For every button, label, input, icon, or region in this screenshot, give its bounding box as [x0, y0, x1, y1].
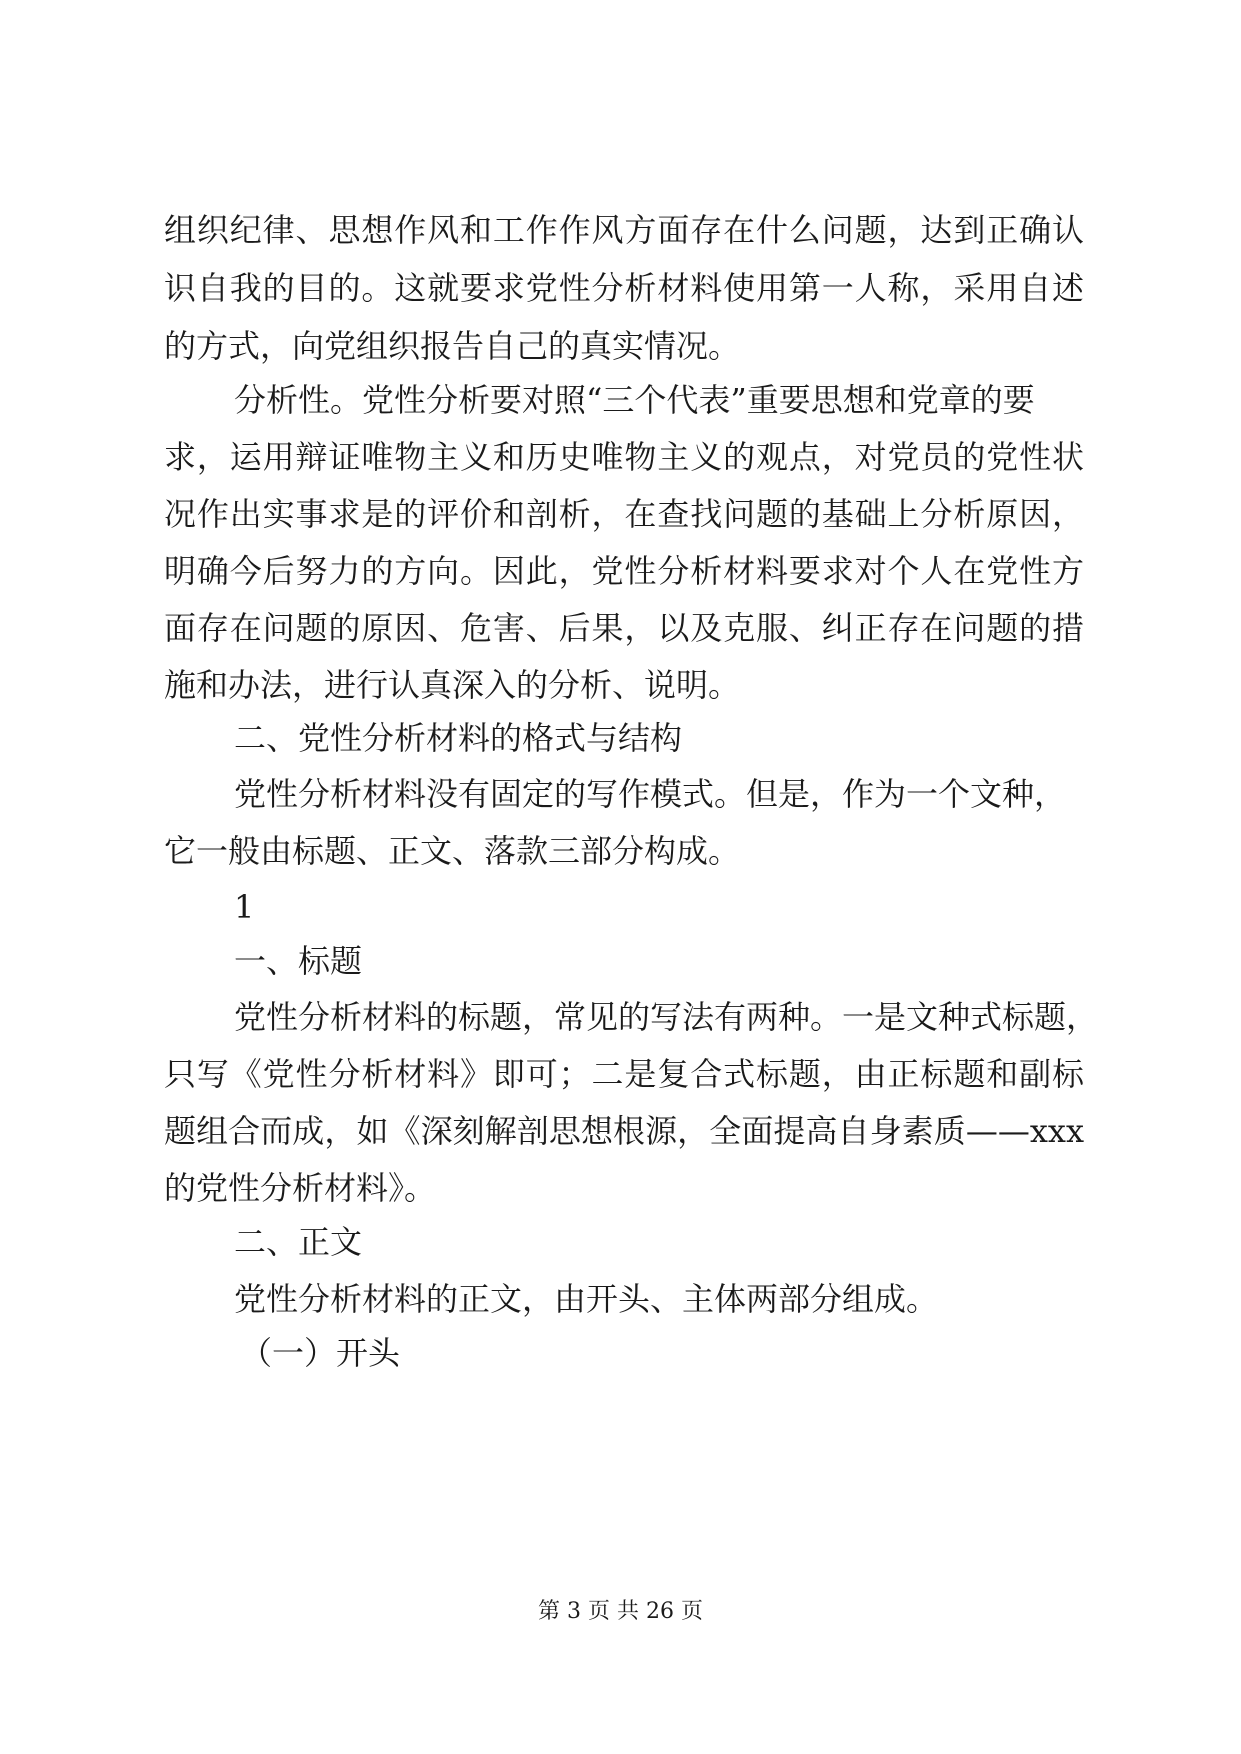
paragraph-2-line-1: 分析性。党性分析要对照“三个代表”重要思想和党章的要 [234, 381, 1035, 419]
paragraph-2-line-4: 明确今后努力的方向。因此，党性分析材料要求对个人在党性方 [164, 552, 1084, 590]
paragraph-1-line-2: 识自我的目的。这就要求党性分析材料使用第一人称，采用自述 [164, 269, 1084, 307]
heading-format-structure: 二、党性分析材料的格式与结构 [234, 719, 683, 757]
paragraph-4-line-4: 的党性分析材料》。 [164, 1169, 437, 1207]
paragraph-2-line-5: 面存在问题的原因、危害、后果，以及克服、纠正存在问题的措 [164, 609, 1084, 647]
paragraph-2-line-3: 况作出实事求是的评价和剖析，在查找问题的基础上分析原因， [164, 495, 1084, 533]
paragraph-4-line-2: 只写《党性分析材料》即可；二是复合式标题，由正标题和副标 [164, 1055, 1084, 1093]
paragraph-2-line-6: 施和办法，进行认真深入的分析、说明。 [164, 666, 741, 704]
paragraph-1-line-1: 组织纪律、思想作风和工作作风方面存在什么问题，达到正确认 [164, 211, 1084, 249]
paragraph-1-line-3: 的方式，向党组织报告自己的真实情况。 [164, 327, 741, 365]
page-footer: 第 3 页 共 26 页 [538, 1599, 703, 1624]
paragraph-4-line-3: 题组合而成，如《深刻解剖思想根源，全面提高自身素质——xxx [164, 1112, 1084, 1150]
heading-body: 二、正文 [234, 1223, 363, 1261]
paragraph-3-line-1: 党性分析材料没有固定的写作模式。但是，作为一个文种， [234, 775, 1067, 813]
page-marker: 1 [234, 888, 255, 926]
paragraph-3-line-2: 它一般由标题、正文、落款三部分构成。 [164, 832, 741, 870]
paragraph-4-line-1: 党性分析材料的标题，常见的写法有两种。一是文种式标题， [234, 998, 1099, 1036]
heading-title: 一、标题 [234, 942, 363, 980]
paragraph-5: 党性分析材料的正文，由开头、主体两部分组成。 [234, 1280, 939, 1318]
heading-opening: （一）开头 [240, 1334, 401, 1372]
paragraph-2-line-2: 求，运用辩证唯物主义和历史唯物主义的观点，对党员的党性状 [164, 438, 1084, 476]
